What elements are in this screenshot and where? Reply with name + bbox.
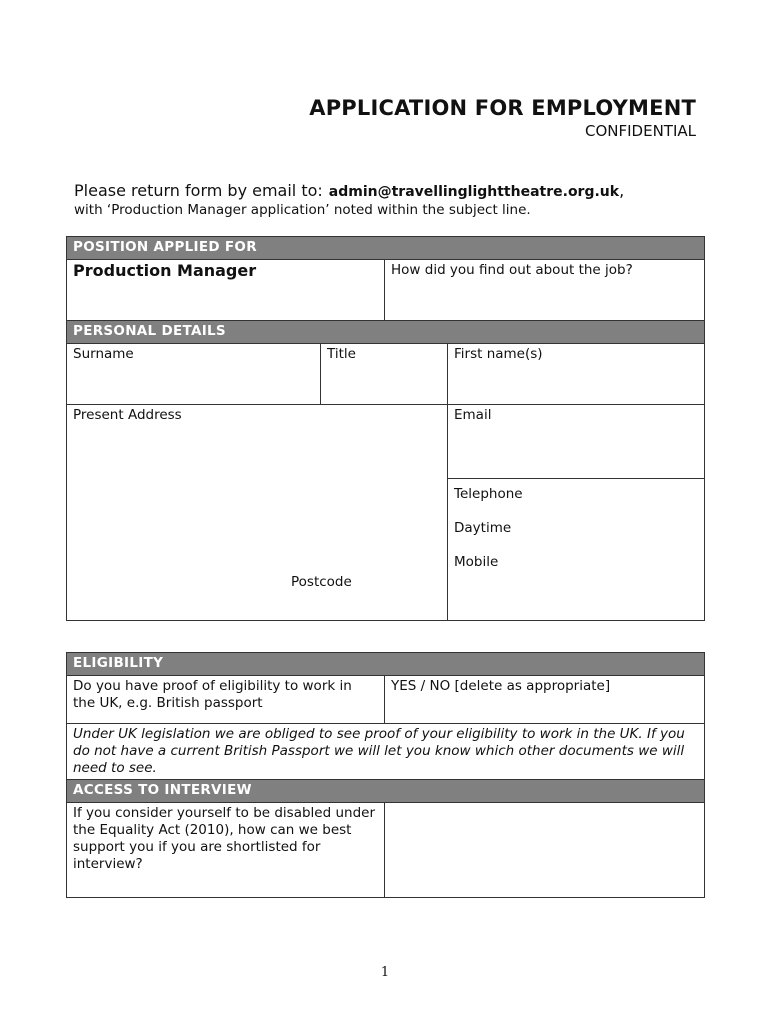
- title-field[interactable]: [321, 344, 448, 405]
- postcode-label: Postcode: [291, 574, 352, 590]
- section-personal-details: PERSONAL DETAILS: [67, 321, 705, 344]
- address-label: Present Address: [73, 407, 182, 423]
- job-source-field[interactable]: [385, 260, 705, 321]
- position-role: Production Manager: [73, 261, 257, 280]
- document-subtitle: CONFIDENTIAL: [584, 122, 696, 140]
- position-personal-table: [66, 236, 705, 621]
- daytime-label: Daytime: [454, 520, 512, 536]
- telephone-field[interactable]: [448, 479, 705, 621]
- page-header: [309, 96, 696, 140]
- document-title: APPLICATION FOR EMPLOYMENT: [309, 96, 696, 120]
- return-text: Please return form by email to:: [74, 181, 323, 200]
- address-field[interactable]: [67, 405, 448, 621]
- surname-label: Surname: [73, 346, 134, 362]
- surname-field[interactable]: [67, 344, 321, 405]
- first-names-field[interactable]: [448, 344, 705, 405]
- position-personal-block: [66, 236, 704, 621]
- return-email-link[interactable]: admin@travellinglighttheatre.org.uk: [328, 184, 620, 200]
- position-role-cell: [67, 260, 385, 321]
- first-names-label: First name(s): [454, 346, 543, 362]
- eligibility-answer-field[interactable]: YES / NO [delete as appropriate]: [385, 676, 705, 724]
- mobile-label: Mobile: [454, 554, 499, 570]
- subject-instructions: with ‘Production Manager application’ noted within the subject line.: [74, 202, 531, 218]
- eligibility-question: Do you have proof of eligibility to work in the UK, e.g. British passport: [67, 676, 385, 724]
- section-position-applied: POSITION APPLIED FOR: [67, 237, 705, 260]
- access-answer-field[interactable]: [385, 803, 705, 898]
- eligibility-access-block: [66, 652, 704, 898]
- access-question: If you consider yourself to be disabled under the Equality Act (2010), how can we best support you if you are shortlisted for interview?: [67, 803, 385, 898]
- section-eligibility: ELIGIBILITY: [67, 653, 705, 676]
- email-field[interactable]: [448, 405, 705, 479]
- email-suffix: ,: [619, 181, 625, 200]
- eligibility-note: Under UK legislation we are obliged to see proof of your eligibility to work in the UK. If you do not have a current British Passport we will let you know which other documents we will need to see.: [67, 724, 705, 780]
- page-number: 1: [380, 965, 390, 980]
- email-label: Email: [454, 407, 492, 423]
- title-label: Title: [327, 346, 356, 362]
- eligibility-access-table: [66, 652, 705, 898]
- job-source-label: How did you find out about the job?: [391, 262, 633, 278]
- return-instructions: [74, 181, 624, 200]
- section-access-to-interview: ACCESS TO INTERVIEW: [67, 780, 705, 803]
- telephone-label: Telephone: [454, 486, 523, 502]
